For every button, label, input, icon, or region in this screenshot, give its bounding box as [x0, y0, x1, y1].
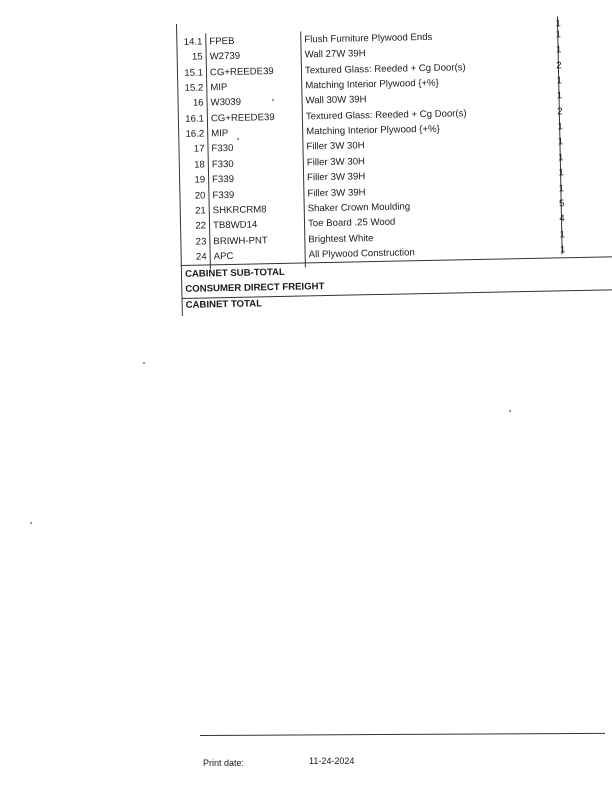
item-quantity: 5 [558, 198, 565, 210]
item-code: SHKRCRM8 [212, 204, 267, 217]
freight-label: CONSUMER DIRECT FREIGHT [185, 281, 325, 295]
item-description: Matching Interior Plywood {+%} [306, 123, 440, 138]
footer-rule [200, 733, 605, 736]
cabinet-total-label: CABINET TOTAL [185, 298, 263, 311]
item-description: Filler 3W 30H [306, 140, 365, 153]
item-code: MIP [210, 82, 228, 94]
item-number: 21 [194, 205, 206, 217]
scan-speck [237, 138, 239, 140]
item-quantity: 1 [557, 136, 564, 148]
cabinet-line-items-table [176, 15, 612, 324]
item-number: 16.1 [185, 113, 205, 125]
top-qty: 1 [555, 18, 561, 30]
item-quantity: 2 [557, 106, 563, 118]
item-number: 22 [195, 220, 207, 232]
item-description: Wall 27W 39H [304, 48, 366, 61]
item-code: CG+REEDE39 [210, 111, 275, 125]
item-number: 18 [194, 159, 205, 171]
item-quantity: 2 [556, 59, 562, 72]
item-number: 16.2 [185, 128, 205, 140]
item-description: Filler 3W 39H [307, 186, 366, 199]
item-quantity: 1 [556, 90, 563, 102]
item-quantity: 1 [555, 44, 562, 56]
item-code: W2739 [209, 51, 241, 63]
item-number: 20 [194, 189, 206, 202]
item-quantity: 1 [555, 29, 562, 41]
item-description: Matching Interior Plywood {+%} [305, 77, 439, 92]
item-quantity: 1 [559, 228, 566, 240]
item-description: Wall 30W 39H [305, 94, 367, 107]
item-number: 14.1 [183, 36, 203, 48]
scan-speck [272, 99, 274, 101]
scan-speck [143, 362, 145, 364]
item-quantity: 1 [557, 152, 564, 164]
item-description: Textured Glass: Reeded + Cg Door(s) [305, 107, 467, 123]
item-code: CG+REEDE39 [209, 65, 274, 79]
cabinet-subtotal-label: CABINET SUB-TOTAL [184, 266, 285, 280]
item-quantity: 1 [558, 167, 564, 179]
item-quantity: 1 [559, 244, 566, 256]
item-code: BRIWH-PNT [213, 234, 268, 247]
item-code: F330 [211, 158, 234, 171]
item-description: Filler 3W 39H [307, 171, 366, 184]
item-description: All Plywood Construction [308, 247, 415, 261]
item-description: Flush Furniture Plywood Ends [304, 31, 433, 46]
item-code: F339 [212, 174, 235, 186]
item-description: Filler 3W 30H [306, 156, 366, 169]
print-date-label: Print date: [203, 758, 245, 768]
item-number: 19 [194, 174, 206, 186]
item-code: W3039 [210, 97, 242, 109]
item-number: 15 [191, 51, 203, 64]
item-code: APC [213, 250, 234, 263]
item-description: Toe Board .25 Wood [307, 216, 396, 230]
item-quantity: 1 [556, 75, 563, 87]
item-number: 24 [195, 251, 207, 263]
item-description: Textured Glass: Reeded + Cg Door(s) [304, 61, 466, 77]
item-description: Shaker Crown Moulding [307, 201, 411, 215]
scan-speck [509, 410, 511, 412]
print-date-value: 11-24-2024 [309, 756, 355, 766]
item-description: Brightest White [308, 232, 374, 245]
scan-speck [30, 522, 32, 524]
item-quantity: 4 [559, 213, 565, 225]
item-code: TB8WD14 [212, 219, 258, 232]
item-number: 23 [195, 235, 207, 248]
item-number: 15.2 [184, 82, 204, 94]
item-quantity: 1 [557, 121, 563, 133]
item-number: 16 [192, 97, 204, 110]
item-number: 17 [193, 143, 205, 156]
item-code: F330 [211, 143, 234, 155]
item-code: MIP [211, 128, 229, 140]
item-number: 15.1 [184, 67, 204, 79]
item-code: F339 [212, 189, 235, 201]
item-code: FPEB [209, 35, 235, 48]
item-quantity: 1 [558, 182, 565, 194]
